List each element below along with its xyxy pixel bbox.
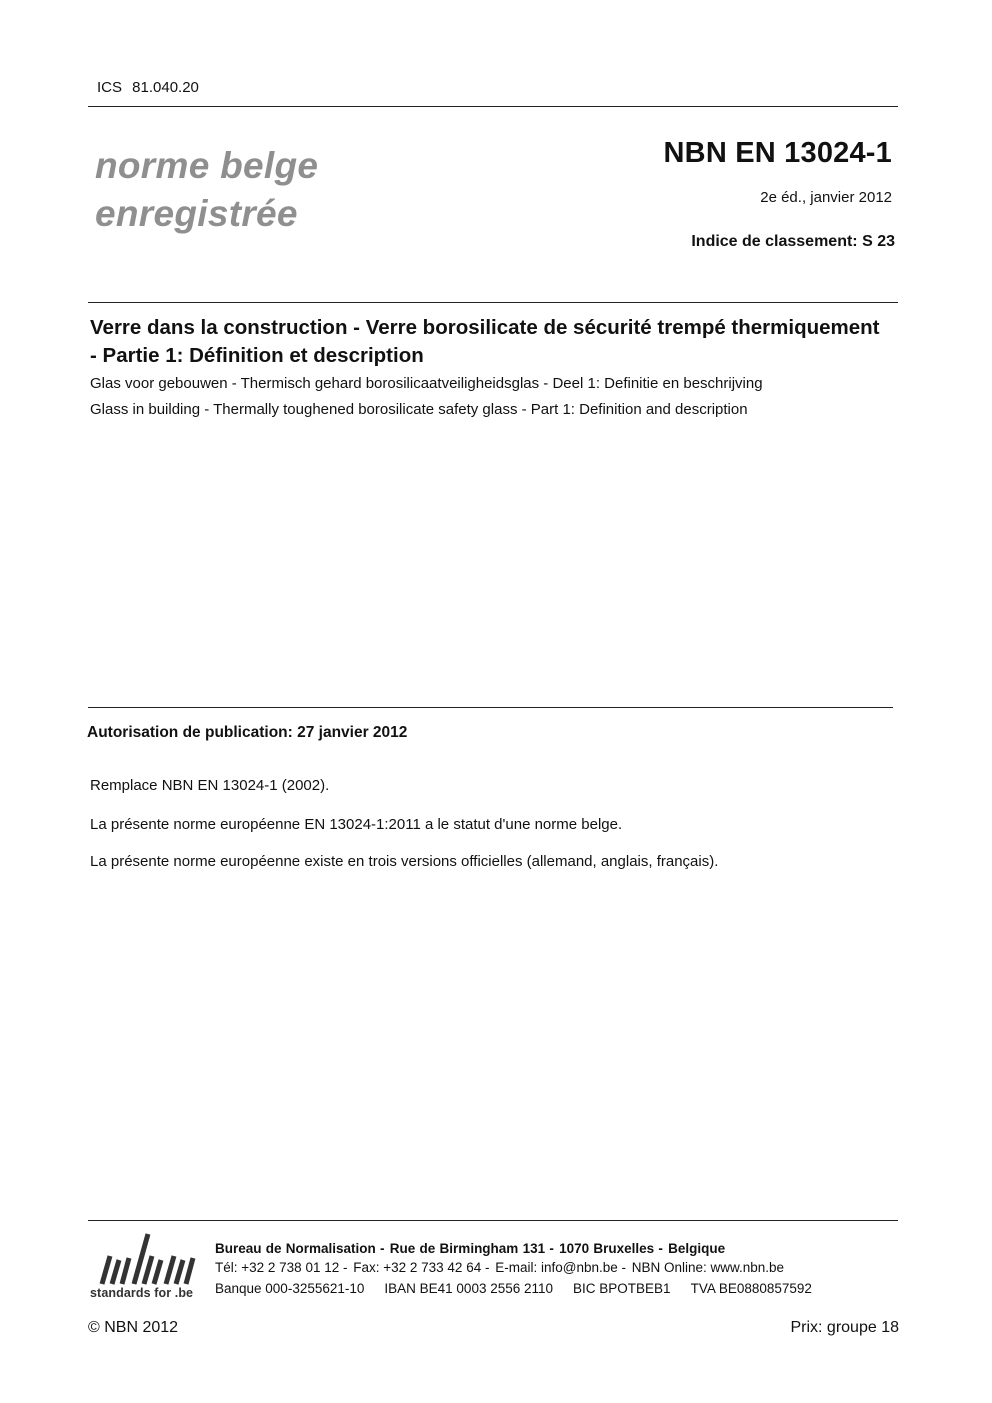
bureau-city: 1070 Bruxelles (559, 1241, 655, 1256)
standard-number: NBN EN 13024-1 (663, 137, 892, 169)
contact-line: Tél: +32 2 738 01 12 - Fax: +32 2 733 42 64 - E-mail: info@nbn.be - NBN Online: www.nbn.be (215, 1260, 785, 1275)
bureau-address: Bureau de Normalisation - Rue de Birmingham 131 - 1070 Bruxelles - Belgique (215, 1241, 726, 1256)
bank-line (215, 1281, 812, 1296)
replaces-paragraph: Remplace NBN EN 13024-1 (2002). (90, 777, 330, 794)
price-group: Prix: groupe 18 (790, 1319, 899, 1336)
title-dutch: Glas voor gebouwen - Thermisch gehard borosilicaatveiligheidsglas - Deel 1: Definitie en beschrijving (90, 375, 763, 392)
title-english: Glass in building - Thermally toughened borosilicate safety glass - Part 1: Definition and description (90, 401, 748, 418)
iban-number: IBAN BE41 0003 2556 2110 (384, 1281, 554, 1296)
norme-line-1: norme belge (95, 145, 319, 186)
norme-belge-heading (95, 142, 318, 238)
online-url: NBN Online: www.nbn.be (631, 1260, 785, 1275)
bank-account: Banque 000-3255621-10 (215, 1281, 365, 1296)
top-divider (88, 106, 898, 107)
publication-divider (88, 707, 893, 708)
tel-number: Tél: +32 2 738 01 12 (215, 1260, 340, 1275)
tva-number: TVA BE0880857592 (690, 1281, 812, 1296)
copyright: © NBN 2012 (88, 1319, 179, 1336)
norme-line-2: enregistrée (95, 193, 298, 234)
title-french: Verre dans la construction - Verre borosilicate de sécurité trempé thermiquement - Partie 1: Définition et description (90, 316, 880, 367)
classement-index: Indice de classement: S 23 (691, 233, 895, 250)
bureau-street: Rue de Birmingham 131 (389, 1241, 546, 1256)
publication-authorization: Autorisation de publication: 27 janvier 2012 (87, 724, 408, 741)
title-divider (88, 302, 898, 303)
status-paragraph: La présente norme européenne EN 13024-1:2011 a le statut d'une norme belge. (90, 816, 623, 833)
bic-code: BIC BPOTBEB1 (573, 1281, 671, 1296)
fax-number: Fax: +32 2 733 42 64 (353, 1260, 482, 1275)
versions-paragraph: La présente norme européenne existe en trois versions officielles (allemand, anglais, français). (90, 853, 719, 870)
edition-date: 2e éd., janvier 2012 (760, 189, 892, 206)
ics-code: ICS 81.040.20 (97, 79, 199, 96)
bureau-name: Bureau de Normalisation (215, 1241, 376, 1256)
bureau-country: Belgique (668, 1241, 726, 1256)
footer-divider (88, 1220, 898, 1221)
logo-tagline: standards for .be (90, 1286, 194, 1300)
email-address: E-mail: info@nbn.be (495, 1260, 618, 1275)
